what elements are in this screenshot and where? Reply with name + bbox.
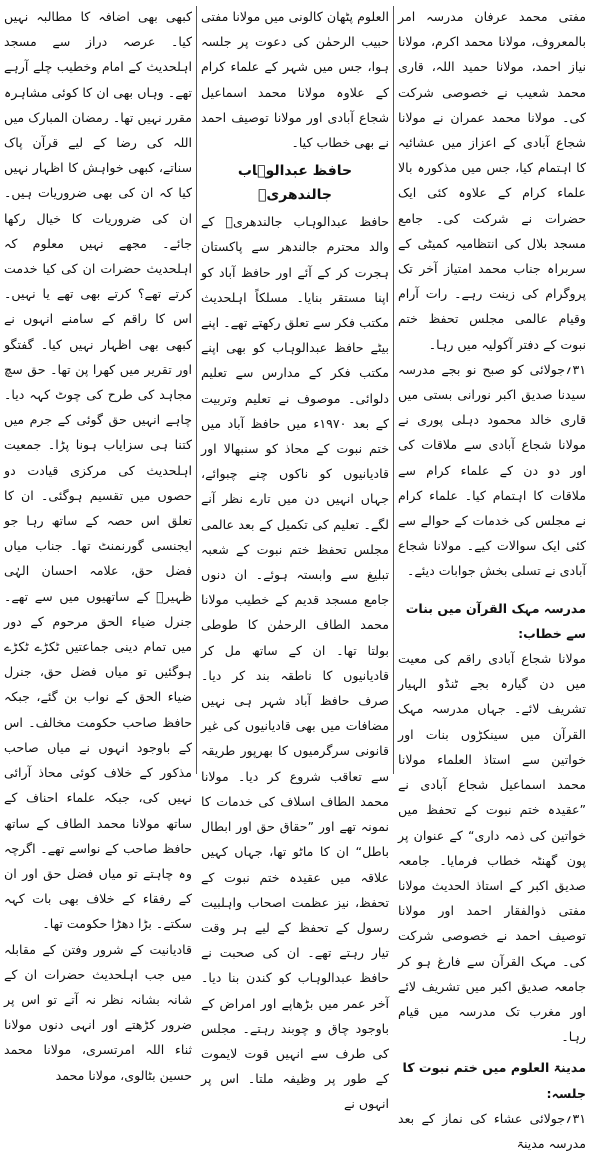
column-left (4, 4, 192, 1083)
column-right (398, 4, 586, 1151)
subheading-banat-speech: مدرسہ مہک القرآن میں بنات سے خطاب: (405, 600, 586, 641)
column-middle (201, 4, 389, 1112)
spacer (398, 584, 586, 590)
column-divider (196, 6, 197, 774)
paragraph-left-2: قادیانیت کے شرور وفتن کے مقابلہ میں جب اہلحدیث حضرات ان کے شانہ بشانہ نظر نہ آتے تو اس پر ضرور کڑھتے اور انہی دنوں مولانا ثناء اللہ امرتسری، مولانا محمد حسین بٹالوی، مولانا محمد (4, 941, 192, 1083)
paragraph-right-4: ۳۱؍جولائی عشاء کی نماز کے بعد مدرسہ مدینۃ (398, 1110, 586, 1151)
column-divider (393, 6, 394, 774)
paragraph-right-3: مولانا شجاع آبادی راقم کی معیت میں دن گیارہ بجے ٹنڈو الہیار تشریف لائے۔ جہاں مدرسہ مہک القرآن میں سینکڑوں بنات اور خواتین سے استاذ العلماء مولانا محمد اسماعیل شجاع آبادی نے ”عقیدہ ختم نبوت کے تحفظ میں خواتین کی ذمہ داری“ کے عنوان پر پون گھنٹہ خطاب فرمایا۔ جامعہ صدیق اکبر کے استاذ الحدیث مولانا مفتی ذوالفقار احمد اور مولانا توصیف احمد نے خصوصی شرکت کی۔ مہک القرآن سے فارغ ہو کر جامعہ صدیق اکبر میں تشریف لائے اور مغرب تک مدرسہ میں قیام رہا۔ (398, 651, 586, 1045)
section-heading: حافظ عبدالوہاب جالندھریؒ (237, 163, 353, 204)
paragraph-right-2: ۳۱؍جولائی کو صبح نو بجے مدرسہ سیدنا صدیق اکبر نورانی بستی میں قاری خالد محمود دہلی پوری نے مولانا شجاع آبادی سے ملاقات کی اور دو دن کے علماء کرام سے ملاقات کا اہتمام کیا۔ علماء کرام نے مجلس کی خدمات کے حوالے سے کئی ایک سوالات کیے۔ مولانا شجاع آبادی نے تسلی بخش جوابات دیئے۔ (398, 361, 586, 579)
paragraph-middle-1: العلوم پٹھان کالونی میں مولانا مفتی حبیب الرحمٰن کی دعوت پر جلسہ ہوا، جس میں شہر کے علماء کرام کے علاوہ مولانا محمد اسماعیل شجاع آبادی اور مولانا توصیف احمد نے بھی خطاب کیا۔ (201, 9, 389, 151)
paragraph-right-1: مفتی محمد عرفان مدرسہ امر بالمعروف، مولانا محمد اکرم، مولانا نیاز احمد، مولانا حمید اللہ، قاری محمد شعیب نے خصوصی شرکت کی۔ مولانا محمد عمران نے مولانا شجاع آبادی کے اعزاز میں عشائیہ کا اہتمام کیا، جس میں مذکورہ بالا علماء کرام کے علاوہ کئی ایک حضرات نے شرکت کی۔ جامع مسجد بلال کی انتظامیہ کمیٹی کے سربراہ جناب محمد امتیاز آخر تک پروگرام کی زینت رہے۔ رات آرام وقیام عالمی مجلس تحفظ ختم نبوت کے دفتر آکولیہ میں رہا۔ (398, 9, 586, 352)
subheading-madina-jalsa: مدینۃ العلوم میں ختم نبوت کا جلسہ: (402, 1060, 586, 1101)
paragraph-middle-2: حافظ عبدالوہاب جالندھریؒ کے والد محترم جالندھر سے پاکستان ہجرت کر کے آئے اور حافظ آباد کو اپنا مستقر بنایا۔ مسلکاً اہلحدیث مکتب فکر سے تعلق رکھتے تھے۔ اپنے بیٹے حافظ عبدالوہاب کو بھی اپنے مکتب فکر کے مدارس سے تعلیم دلوائی۔ موصوف نے تعلیم وتربیت کے بعد ۱۹۷۰ء میں حافظ آباد میں ختم نبوت کے محاذ کو سنبھالا اور قادیانیوں کو ناکوں چنے چبوائے، جہاں انہیں دن میں تارے نظر آنے لگے۔ تعلیم کی تکمیل کے بعد عالمی مجلس تحفظ ختم نبوت کے شعبہ تبلیغ سے وابستہ ہوئے۔ ان دنوں جامع مسجد قدیم کے خطیب مولانا محمد الطاف الرحمٰن کا طوطی بولتا تھا۔ ان کے ساتھ مل کر قادیانیوں کا ناطقہ بند کر دیا۔ صرف حافظ آباد شہر ہی نہیں مضافات میں بھی قادیانیوں کی غیر قانونی سرگرمیوں کا بھرپور طریقہ سے تعاقب شروع کر دیا۔ مولانا محمد الطاف اسلاف کی خدمات کا نمونہ تھے اور ”حقاق حق اور ابطال باطل“ ان کا ماٹو تھا، جہاں کہیں علاقہ میں عقیدہ ختم نبوت کے تحفظ، نیز عظمت اصحاب واہلبیت رسول کے تحفظ کے لیے ہر وقت تیار رہتے تھے۔ ان کی صحبت نے حافظ عبدالوہاب کو کندن بنا دیا۔ آخر عمر میں بڑھاپے اور امراض کے باوجود چاق و چوبند رہتے۔ مجلس کی طرف سے انہیں قوت لایموت کے طور پر وظیفہ ملتا۔ اس پر انہوں نے (201, 214, 389, 1112)
paragraph-left-1: کبھی بھی اضافہ کا مطالبہ نہیں کیا۔ عرصہ دراز سے مسجد اہلحدیث کے امام وخطیب چلے آرہے تھے۔ وہاں بھی ان کا کوئی مشاہرہ مقرر نہیں تھا۔ رمضان المبارک میں اللہ کی رضا کے لیے قرآن پاک سناتے، کبھی خواہش کا اظہار نہیں کیا کہ ان کی بھی ضروریات ہیں۔ ان کی ضروریات کا خیال رکھا جائے۔ مجھے نہیں معلوم کہ اہلحدیث حضرات ان کی کیا خدمت کرتے تھے؟ کرتے بھی تھے یا نہیں۔ اس کا راقم کے سامنے انہوں نے کبھی بھی اظہار نہیں کیا۔ گفتگو اور تقریر میں کھرا پن تھا۔ حق سچ مجاہد کی طرح کی چوٹ کہہ دیا۔ چاہے انہیں حق گوئی کے جرم میں کتنا ہی سزایاب ہونا پڑا۔ جمعیت اہلحدیث کی مرکزی قیادت دو حصوں میں تقسیم ہوگئی۔ ان کا تعلق اس حصہ کے ساتھ رہا جو ایجنسی گورنمنٹ تھا۔ جناب میاں فضل حق، علامہ احسان الہٰی ظہیرؒ کے ساتھیوں میں سے تھے۔ جنرل ضیاء الحق مرحوم کے دور میں تمام دینی جماعتیں ٹکڑے ٹکڑے ہوگئیں تو میاں فضل حق، جنرل ضیاء الحق کے نواب بن گئے، جبکہ حافظ صاحب حکومت مخالف۔ اس کے باوجود انہوں نے میاں صاحب مذکور کے خلاف کوئی محاذ آرائی نہیں کی، جبکہ علماء احناف کے ساتھ مولانا محمد الطاف کے ساتھ حافظ صاحب کے نواسے تھے۔ اگرچہ وہ چاہتے تو میاں فضل حق اور ان کے رفقاء کے خلاف بھی بات کہہ سکتے۔ بڑا دھڑا حکومت تھا۔ (4, 9, 192, 932)
